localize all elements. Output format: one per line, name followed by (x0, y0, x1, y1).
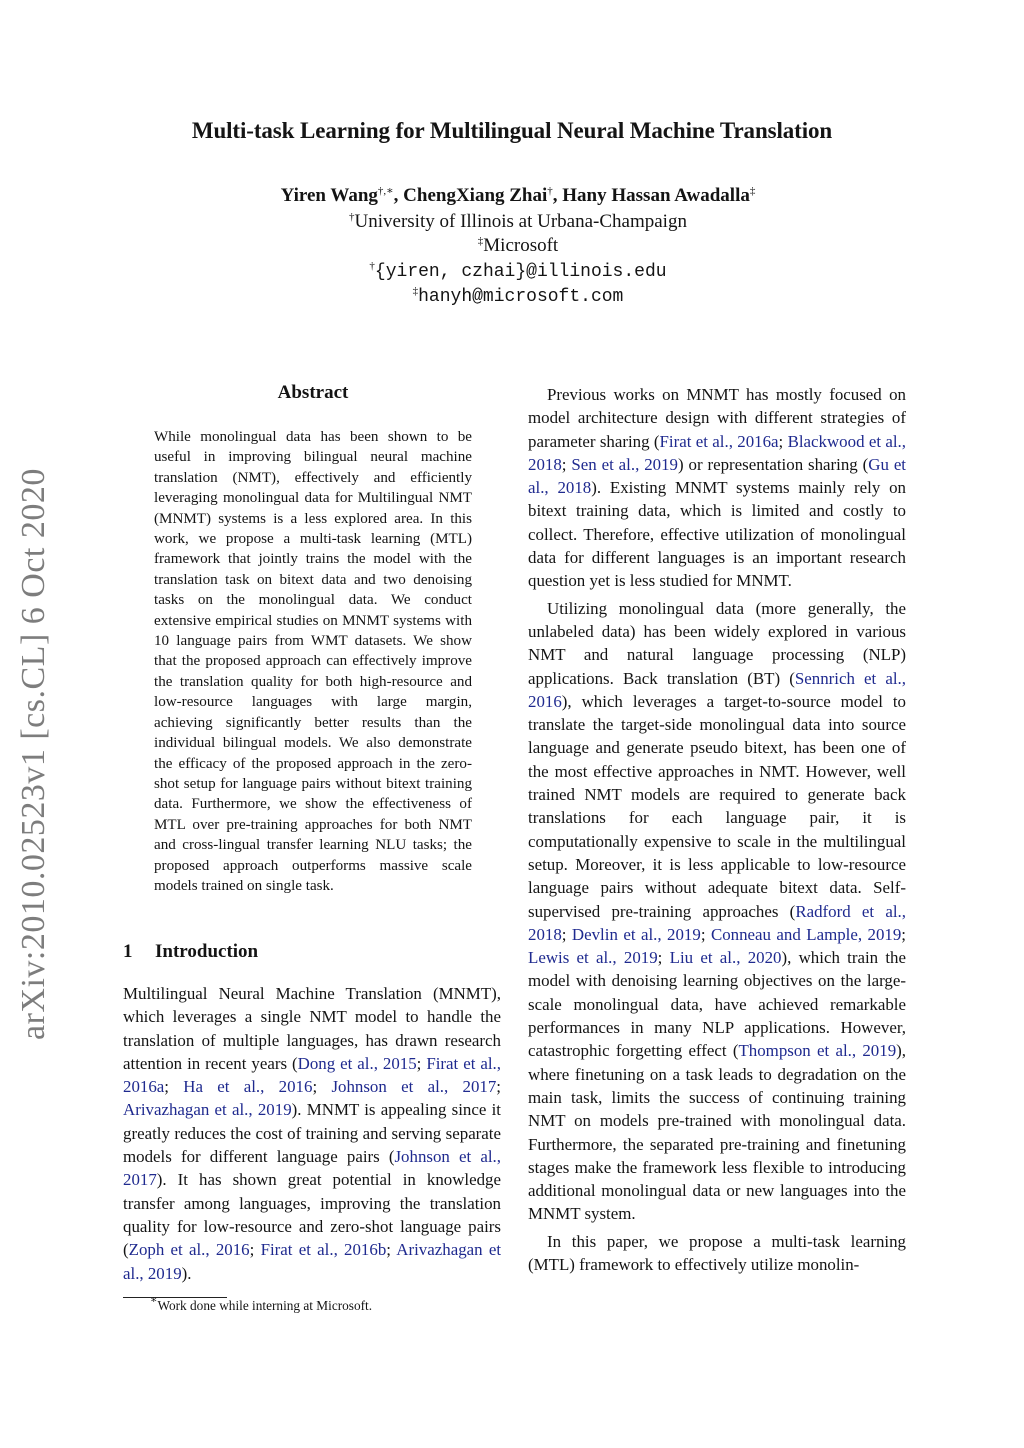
affiliation-mark: † (349, 211, 355, 223)
affiliation-microsoft (0, 235, 1024, 257)
citation-link[interactable]: Arivazhagan et al., 2019 (123, 1100, 292, 1120)
citation-link[interactable]: Conneau and Lample, 2019 (710, 924, 902, 944)
body-text: ; (249, 1240, 261, 1260)
section-number: 1 (123, 941, 133, 962)
author-mark: ‡ (749, 185, 756, 197)
paper-title: Multi-task Learning for Multilingual Neural Machine Translation (191, 118, 833, 143)
affiliation-mark: † (369, 260, 375, 272)
citation-link[interactable]: Sen et al., 2019 (571, 454, 678, 474)
affiliation-uiuc (0, 211, 1024, 233)
citation-link[interactable]: Blackwood et al., 2018 (528, 431, 907, 474)
paragraph-this-paper (528, 1230, 906, 1277)
citation-link[interactable]: Arivazhagan et al., 2019 (123, 1240, 502, 1283)
section-heading-introduction (123, 941, 258, 963)
affiliation-text: Microsoft (483, 235, 559, 256)
author-name: , ChengXiang Zhai (393, 185, 548, 206)
citation-link[interactable]: Firat et al., 2016b (260, 1240, 387, 1260)
author-name: , Hany Hassan Awadalla (552, 185, 750, 206)
citation-link[interactable]: Devlin et al., 2019 (571, 924, 701, 944)
body-text: ; (561, 454, 572, 474)
body-text: ). MNMT is appealing since it greatly reduces the cost of training and serving separate models for different language pairs ( (123, 1100, 501, 1167)
citation-link[interactable]: Liu et al., 2020 (669, 948, 782, 968)
citation-link[interactable]: Radford et al., 2018 (528, 901, 906, 944)
paragraph-previous-works (528, 383, 906, 593)
body-text: ; (386, 1240, 397, 1260)
citation-link[interactable]: Firat et al., 2016a (123, 1053, 502, 1097)
footnote-mark: ∗ (150, 1294, 158, 1306)
body-text: ; (416, 1053, 427, 1073)
body-text: ), which leverages a target-to-source model to translate the target-side monolingual data into source language and generate pseudo bitext, has been one of the most effective approaches in NMT. However, well trained NMT models are required to generate back translations for each language pair, it is computationally expensive to scale in the multilingual setup. Moreover, it is less applicable to low-resource language pairs without adequate bitext data. Self-supervised pre-training approaches ( (528, 691, 906, 921)
body-text: ; (496, 1077, 501, 1097)
affiliation-text: University of Illinois at Urbana-Champaign (354, 211, 687, 232)
author-name: Yiren Wang (280, 185, 378, 206)
body-text: ), where finetuning on a task leads to degradation on the main task, limits the success of continuing training NMT on models pre-trained with monolingual data. Furthermore, the separated pre-training and finetuning stages make the framework less flexible to introducing additional monolingual data or new languages into the MNMT system. (528, 1041, 906, 1224)
body-text: ; (312, 1077, 332, 1097)
citation-link[interactable]: Johnson et al., 2017 (331, 1077, 497, 1097)
citation-link[interactable]: Firat et al., 2016a (659, 431, 779, 451)
citation-link[interactable]: Zoph et al., 2016 (128, 1240, 250, 1260)
affiliation-mark: ‡ (412, 285, 419, 297)
email-microsoft (0, 285, 1024, 307)
intro-paragraph-1 (123, 982, 501, 1285)
footnote-text: Work done while interning at Microsoft. (157, 1298, 373, 1313)
affiliation-mark: ‡ (477, 235, 484, 247)
body-text: Multilingual Neural Machine Translation (MNMT), which leverages a single NMT model to handle the translation of multiple languages, has drawn research attention in recent years ( (123, 984, 501, 1073)
citation-link[interactable]: Dong et al., 2015 (297, 1053, 417, 1073)
body-text: Utilizing monolingual data (more generally, the unlabeled data) has been widely explored in various NMT and natural language processing (NLP) applications. Back translation (BT) ( (528, 598, 906, 688)
abstract-text: While monolingual data has been shown to be useful in improving bilingual neural machine translation (NMT), effectively and efficiently leveraging monolingual data for Multilingual NMT (MNMT) systems is a less explored area. In this work, we propose a multi-task learning (MTL) framework that jointly trains the model with the translation task on bitext data and two denoising tasks on the monolingual data. We conduct extensive empirical studies on MNMT systems with 10 language pairs from WMT datasets. We show that the proposed approach can effectively improve the translation quality for both high-resource and low-resource languages with large margin, achieving significantly better results than the individual bilingual models. We also demonstrate the efficacy of the proposed approach in the zero-shot setup for language pairs without bitext training data. Furthermore, we show the effectiveness of MTL over pre-training approaches for both NMT and cross-lingual transfer learning NLU tasks; the proposed approach outperforms massive scale models trained on single task. (154, 429, 472, 894)
body-text: ; (657, 948, 670, 968)
body-text: ). It has shown great potential in knowledge transfer among languages, improving the translation quality for low-resource and zero-shot language pairs ( (123, 1170, 501, 1260)
footnote (150, 1294, 373, 1314)
body-text: ; (901, 924, 906, 944)
body-text: Previous works on MNMT has mostly focused on model architecture design with different strategies of parameter sharing ( (528, 385, 906, 451)
body-text: ). (181, 1263, 192, 1283)
email-text: hanyh@microsoft.com (418, 287, 624, 307)
right-column (528, 383, 906, 1280)
body-text: ) or representation sharing ( (678, 454, 869, 474)
body-text: In this paper, we propose a multi-task learning (MTL) framework to effectively utilize monolin- (528, 1231, 906, 1274)
body-text: ), which train the model with denoising learning objectives on the large-scale monolingual data, have achieved remarkable performances in many NLP applications. However, catastrophic forgetting effect ( (528, 948, 906, 1061)
abstract-heading: Abstract (277, 382, 349, 403)
author-line (0, 185, 1024, 207)
body-text: ; (164, 1077, 184, 1097)
body-text: ). Existing MNMT systems mainly rely on bitext training data, which is limited and costly to collect. Therefore, effective utilization of monolingual data for different languages is an important research question yet is less studied for MNMT. (528, 478, 907, 591)
citation-link[interactable]: Thompson et al., 2019 (738, 1041, 897, 1061)
citation-link[interactable]: Gu et al., 2018 (528, 454, 907, 498)
arxiv-identifier: arXiv:2010.02523v1 [cs.CL] 6 Oct 2020 (15, 468, 52, 1040)
author-mark: † (547, 185, 553, 197)
citation-link[interactable]: Lewis et al., 2019 (528, 948, 658, 968)
paragraph-utilizing-monolingual (528, 597, 906, 1226)
body-text: ; (700, 924, 711, 944)
email-text: {yiren, czhai}@illinois.edu (374, 262, 667, 282)
email-uiuc (0, 260, 1024, 282)
body-text: ; (778, 431, 788, 451)
citation-link[interactable]: Ha et al., 2016 (183, 1077, 313, 1097)
citation-link[interactable]: Sennrich et al., 2016 (528, 668, 906, 711)
body-text: ; (561, 924, 572, 944)
section-title: Introduction (155, 941, 259, 962)
author-mark: †,∗ (377, 185, 394, 197)
citation-link[interactable]: Johnson et al., 2017 (123, 1147, 501, 1190)
